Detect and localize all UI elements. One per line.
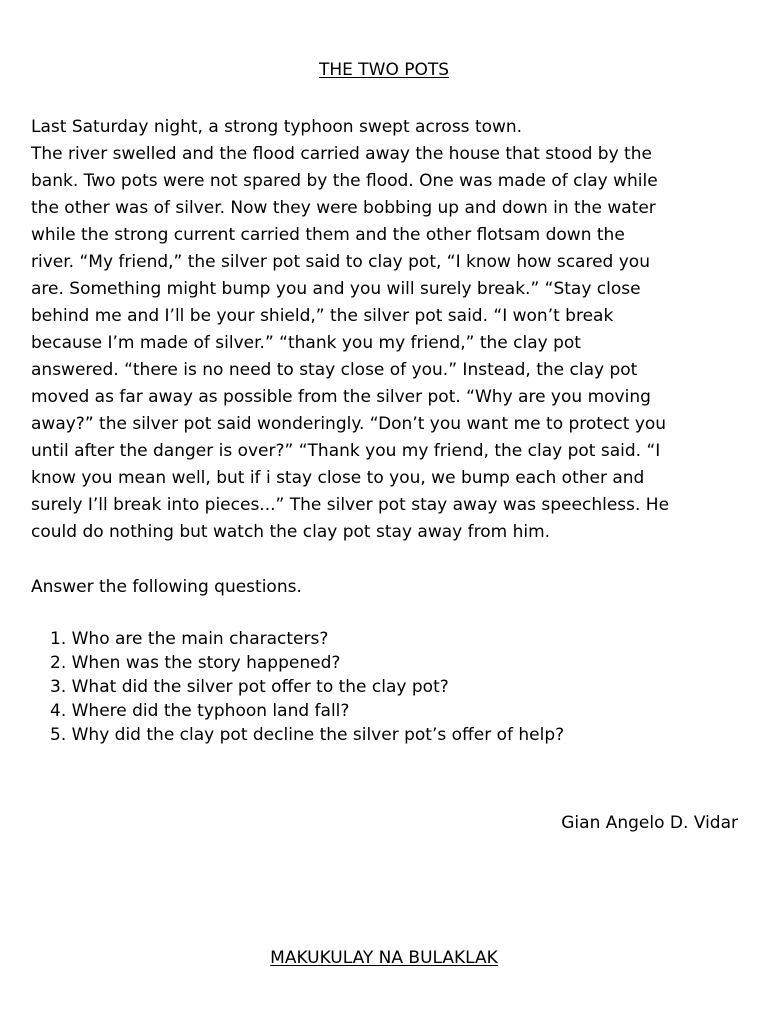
story-line: river. “My friend,” the silver pot said to clay pot, “I know how scared you (31, 252, 650, 272)
question-item: 5. Why did the clay pot decline the silver pot’s offer of help? (50, 725, 565, 745)
story-line: the other was of silver. Now they were bobbing up and down in the water (31, 198, 656, 218)
story-title: THE TWO POTS (318, 60, 450, 80)
story-line: moved as far away as possible from the silver pot. “Why are you moving (31, 387, 651, 407)
story-line: could do nothing but watch the clay pot stay away from him. (31, 522, 551, 542)
question-item: 3. What did the silver pot offer to the clay pot? (50, 677, 449, 697)
story-line: The river swelled and the flood carried away the house that stood by the (31, 144, 652, 164)
story-line: answered. “there is no need to stay close of you.” Instead, the clay pot (31, 360, 638, 380)
story-line: are. Something might bump you and you will surely break.” “Stay close (31, 279, 641, 299)
questions-instruction: Answer the following questions. (31, 577, 302, 597)
story-line: away?” the silver pot said wonderingly. “Don’t you want me to protect you (31, 414, 667, 434)
story-line: Last Saturday night, a strong typhoon swept across town. (31, 117, 523, 137)
question-item: 2. When was the story happened? (50, 653, 341, 673)
question-item: 4. Where did the typhoon land fall? (50, 701, 350, 721)
story-line: surely I’ll break into pieces...” The silver pot stay away was speechless. He (31, 495, 670, 515)
story-line: behind me and I’ll be your shield,” the silver pot said. “I won’t break (31, 306, 614, 326)
question-item: 1. Who are the main characters? (50, 629, 329, 649)
story-line: because I’m made of silver.” “thank you my friend,” the clay pot (31, 333, 581, 353)
story-line: know you mean well, but if i stay close to you, we bump each other and (31, 468, 645, 488)
story-line: while the strong current carried them and the other flotsam down the (31, 225, 625, 245)
author-name: Gian Angelo D. Vidar (561, 813, 738, 833)
story-line: bank. Two pots were not spared by the flood. One was made of clay while (31, 171, 658, 191)
question-list (50, 627, 564, 747)
story-line: until after the danger is over?” “Thank you my friend, the clay pot said. “I (31, 441, 661, 461)
next-story-title: MAKUKULAY NA BULAKLAK (270, 948, 498, 968)
story-body (31, 114, 743, 546)
